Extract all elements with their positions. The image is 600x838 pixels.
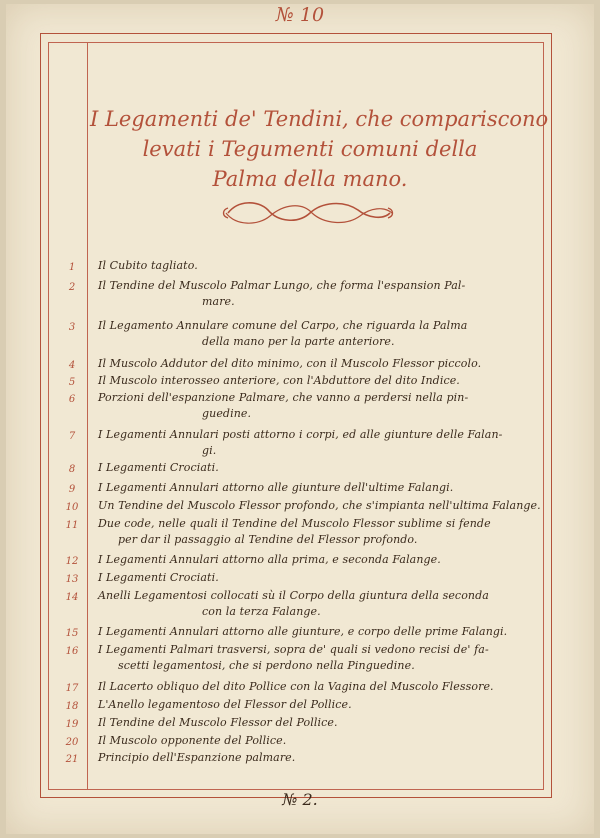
legend-item-line: I Legamenti Annulari attorno alle giunture, e corpo delle prime Falangi. <box>98 625 508 638</box>
legend-item-text <box>98 258 530 274</box>
legend-item-number: 1 <box>68 262 76 273</box>
legend-item-text <box>98 679 530 695</box>
legend-item-text <box>98 516 530 548</box>
legend-item-number: 10 <box>65 502 79 513</box>
legend-item-number: 15 <box>65 628 79 639</box>
legend-item-text <box>98 498 541 514</box>
legend-item-number: 16 <box>65 646 79 657</box>
legend-item-text <box>98 390 530 422</box>
legend-item-line: Il Muscolo Addutor del dito minimo, con il Muscolo Flessor piccolo. <box>98 357 482 370</box>
legend-item-line: Il Muscolo interosseo anteriore, con l'Abduttore del dito Indice. <box>98 374 460 387</box>
legend-item-line: Anelli Legamentosi collocati sù il Corpo della giuntura della seconda <box>98 589 489 602</box>
legend-item-text <box>98 750 530 766</box>
legend-item-text <box>98 356 530 372</box>
legend-item-text <box>98 642 530 674</box>
legend-item-line: Principio dell'Espanzione palmare. <box>98 751 296 764</box>
legend-item-line: guedine. <box>202 407 252 420</box>
legend-item-number: 17 <box>65 683 79 694</box>
legend-item-number: 3 <box>68 322 76 333</box>
legend-item-number: 6 <box>68 394 76 405</box>
legend-item-number: 8 <box>68 464 76 475</box>
page-title <box>90 104 549 194</box>
legend-item-line: Due code, nelle quali il Tendine del Muscolo Flessor sublime si fende <box>98 517 491 530</box>
legend-item-text <box>98 552 530 568</box>
legend-item-line: gi. <box>202 444 217 457</box>
legend-item-number: 13 <box>65 574 79 585</box>
legend-item-number: 11 <box>65 520 79 531</box>
legend-item-line: Il Muscolo opponente del Pollice. <box>98 734 287 747</box>
legend-item-number: 9 <box>68 484 76 495</box>
legend-item-line: scetti legamentosi, che si perdono nella Pinguedine. <box>118 659 415 672</box>
legend-item-number: 21 <box>65 754 79 765</box>
legend-item-line: Il Tendine del Muscolo Flessor del Pollice. <box>98 716 338 729</box>
legend-item-number: 19 <box>65 719 79 730</box>
legend-item-number: 18 <box>65 701 79 712</box>
legend-item-line: I Legamenti Crociati. <box>98 571 219 584</box>
legend-item-line: Il Tendine del Muscolo Palmar Lungo, che forma l'espansion Pal- <box>98 279 466 292</box>
legend-item-line: mare. <box>202 295 235 308</box>
legend-item-text <box>98 715 530 731</box>
legend-item-line: I Legamenti Palmari trasversi, sopra de' quali si vedono recisi de' fa- <box>98 643 489 656</box>
legend-item-text <box>98 278 530 310</box>
legend-item-line: per dar il passaggio al Tendine del Flessor profondo. <box>118 533 418 546</box>
legend-item-line: Il Lacerto obliquo del dito Pollice con la Vagina del Muscolo Flessore. <box>98 680 494 693</box>
legend-item-number: 4 <box>68 360 76 371</box>
legend-item-text <box>98 588 530 620</box>
title-line: levati i Tegumenti comuni della <box>142 137 478 161</box>
title-line: I Legamenti de' Tendini, che compariscono <box>90 107 549 131</box>
legend-item-number: 12 <box>65 556 79 567</box>
plate-number-bottom: № 2. <box>282 790 318 809</box>
calligraphic-flourish <box>218 196 398 230</box>
legend-item-number: 7 <box>68 431 76 442</box>
legend-item-line: I Legamenti Annulari posti attorno i corpi, ed alle giunture delle Falan- <box>98 428 503 441</box>
legend-item-text <box>98 733 530 749</box>
legend-item-line: Il Legamento Annulare comune del Carpo, che riguarda la Palma <box>98 319 468 332</box>
legend-item-line: I Legamenti Crociati. <box>98 461 219 474</box>
legend-item-text <box>98 480 530 496</box>
legend-item-line: I Legamenti Annulari attorno alla prima, e seconda Falange. <box>98 553 441 566</box>
legend-item-line: I Legamenti Annulari attorno alle giunture dell'ultime Falangi. <box>98 481 454 494</box>
legend-item-text <box>98 697 530 713</box>
legend-item-line: Porzioni dell'espanzione Palmare, che vanno a perdersi nella pin- <box>98 391 469 404</box>
legend-item-number: 14 <box>65 592 79 603</box>
legend-item-line: Il Cubito tagliato. <box>98 259 198 272</box>
legend-item-text <box>98 460 530 476</box>
legend-item-number: 2 <box>68 282 76 293</box>
legend-item-text <box>98 624 530 640</box>
legend-item-text <box>98 570 530 586</box>
legend-item-line: L'Anello legamentoso del Flessor del Pollice. <box>98 698 352 711</box>
title-line: Palma della mano. <box>212 167 408 191</box>
legend-item-line: della mano per la parte anteriore. <box>202 335 395 348</box>
legend-item-text <box>98 373 530 389</box>
legend-item-number: 20 <box>65 737 79 748</box>
margin-rule <box>87 42 88 789</box>
legend-item-text <box>98 427 530 459</box>
legend-item-line: con la terza Falange. <box>202 605 321 618</box>
plate-number-top: № 10 <box>275 4 325 26</box>
legend-item-line: Un Tendine del Muscolo Flessor profondo, che s'impianta nell'ultima Falange. <box>98 499 541 512</box>
legend-item-number: 5 <box>68 377 76 388</box>
legend-item-text <box>98 318 530 350</box>
